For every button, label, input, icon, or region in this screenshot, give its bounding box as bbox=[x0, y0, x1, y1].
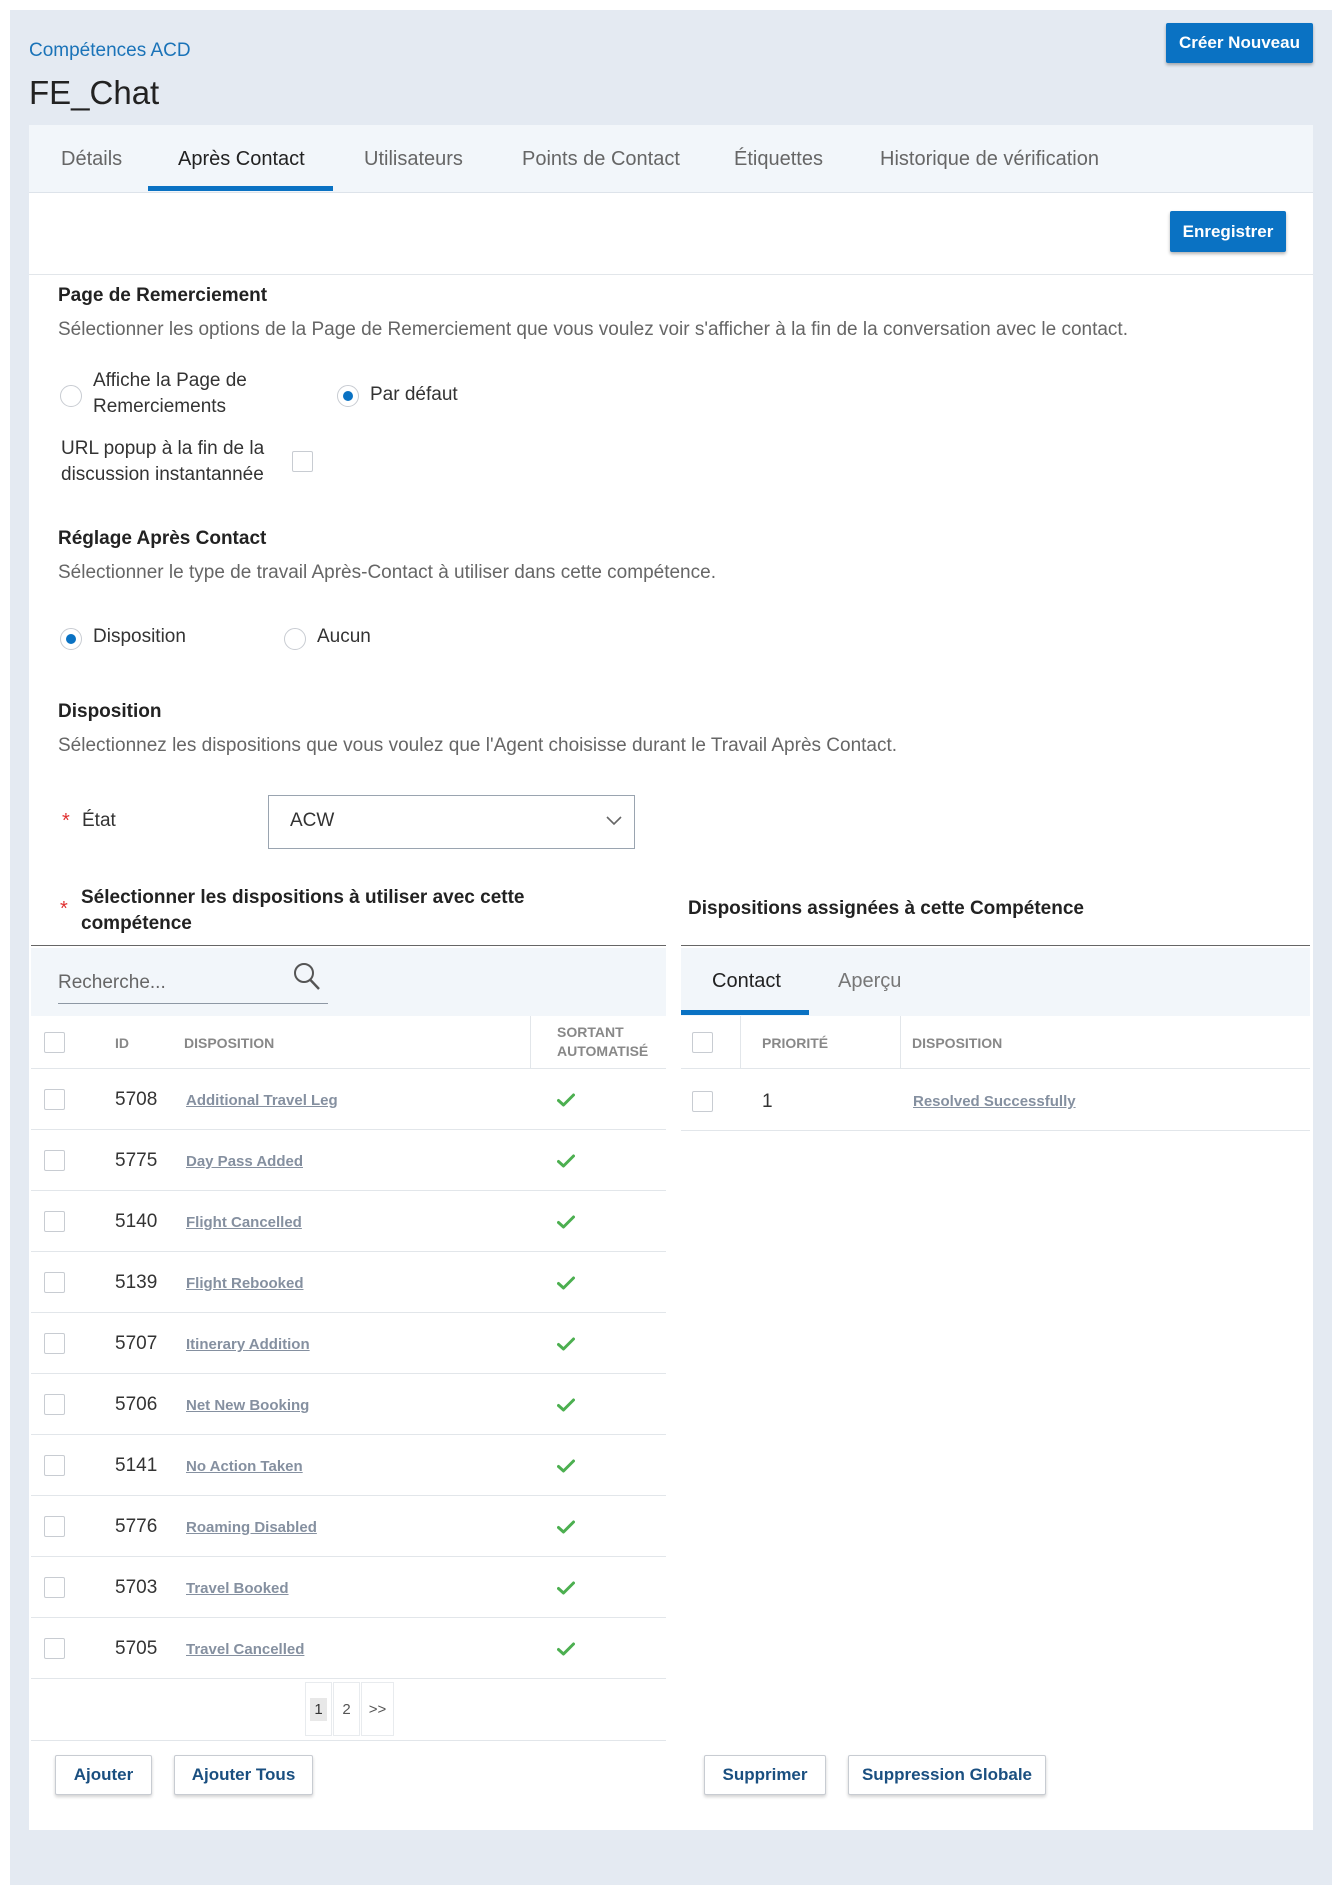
checkmark-icon bbox=[557, 1276, 575, 1290]
checkmark-icon bbox=[557, 1337, 575, 1351]
pagination-page-1[interactable]: 1 bbox=[305, 1682, 332, 1736]
tab-bar bbox=[29, 125, 1313, 193]
row-checkbox[interactable] bbox=[44, 1577, 65, 1598]
checkmark-icon bbox=[557, 1398, 575, 1412]
column-header-assigned-disposition[interactable]: DISPOSITION bbox=[912, 1035, 1003, 1051]
checkmark-icon bbox=[557, 1215, 575, 1229]
radio-default-label: Par défaut bbox=[370, 384, 458, 405]
add-button[interactable]: Ajouter bbox=[55, 1755, 152, 1795]
checkmark-icon bbox=[557, 1459, 575, 1473]
row-checkbox[interactable] bbox=[44, 1333, 65, 1354]
row-disposition-link[interactable]: Travel Booked bbox=[186, 1580, 289, 1597]
create-new-button[interactable]: Créer Nouveau bbox=[1166, 23, 1313, 63]
tab-after-contact[interactable]: Après Contact bbox=[178, 147, 305, 170]
row-divider bbox=[31, 1373, 666, 1374]
row-checkbox[interactable] bbox=[44, 1272, 65, 1293]
select-all-checkbox[interactable] bbox=[44, 1032, 65, 1053]
row-divider bbox=[31, 1434, 666, 1435]
state-select-value: ACW bbox=[290, 810, 335, 831]
url-popup-label: URL popup à la fin de la discussion instantannée bbox=[61, 438, 265, 485]
row-checkbox[interactable] bbox=[44, 1150, 65, 1171]
column-header-disposition[interactable]: DISPOSITION bbox=[184, 1035, 275, 1051]
assigned-row-priority: 1 bbox=[762, 1091, 773, 1112]
row-checkbox[interactable] bbox=[44, 1394, 65, 1415]
column-divider bbox=[900, 1016, 901, 1068]
row-divider bbox=[31, 1312, 666, 1313]
row-id: 5141 bbox=[115, 1455, 158, 1476]
row-checkbox[interactable] bbox=[44, 1211, 65, 1232]
assigned-row-disposition-link[interactable]: Resolved Successfully bbox=[913, 1093, 1076, 1110]
required-marker-dispositions: * bbox=[60, 898, 68, 920]
state-select[interactable] bbox=[268, 795, 635, 849]
active-tab-indicator bbox=[148, 186, 333, 191]
tab-tags[interactable]: Étiquettes bbox=[734, 147, 823, 170]
row-disposition-link[interactable]: Additional Travel Leg bbox=[186, 1092, 338, 1109]
row-id: 5140 bbox=[115, 1211, 158, 1232]
row-disposition-link[interactable]: No Action Taken bbox=[186, 1458, 303, 1475]
row-checkbox[interactable] bbox=[44, 1516, 65, 1537]
column-divider bbox=[740, 1016, 741, 1068]
divider bbox=[31, 1740, 666, 1741]
divider bbox=[681, 945, 1310, 946]
thank-you-heading: Page de Remerciement bbox=[58, 285, 268, 306]
divider bbox=[681, 1068, 1310, 1069]
column-header-priority[interactable]: PRIORITÉ bbox=[762, 1035, 829, 1051]
row-id: 5776 bbox=[115, 1516, 158, 1537]
disposition-heading: Disposition bbox=[58, 701, 162, 722]
radio-disposition[interactable] bbox=[60, 628, 82, 650]
row-divider bbox=[31, 1617, 666, 1618]
available-dispositions-heading: Sélectionner les dispositions à utiliser avec cette compétence bbox=[81, 887, 525, 934]
checkmark-icon bbox=[557, 1642, 575, 1656]
row-divider bbox=[31, 1190, 666, 1191]
radio-show-thank-you-label: Affiche la Page de Remerciements bbox=[93, 370, 247, 417]
disposition-description: Sélectionnez les dispositions que vous voulez que l'Agent choisisse durant le Travail Après Contact. bbox=[58, 735, 898, 756]
remove-button[interactable]: Supprimer bbox=[704, 1755, 826, 1795]
chevron-down-icon bbox=[604, 810, 624, 830]
state-label: État bbox=[82, 810, 116, 831]
row-divider bbox=[31, 1129, 666, 1130]
breadcrumb[interactable]: Compétences ACD bbox=[29, 40, 191, 61]
remove-all-button[interactable]: Suppression Globale bbox=[848, 1755, 1046, 1795]
radio-disposition-label: Disposition bbox=[93, 626, 186, 647]
radio-show-thank-you[interactable] bbox=[60, 385, 82, 407]
row-id: 5708 bbox=[115, 1089, 158, 1110]
checkmark-icon bbox=[557, 1154, 575, 1168]
row-divider bbox=[31, 1556, 666, 1557]
tab-contact[interactable]: Contact bbox=[712, 970, 781, 992]
acw-setting-description: Sélectionner le type de travail Après-Contact à utiliser dans cette compétence. bbox=[58, 562, 716, 583]
pagination-page-2[interactable]: 2 bbox=[333, 1682, 360, 1736]
tab-preview[interactable]: Aperçu bbox=[838, 970, 902, 992]
checkmark-icon bbox=[557, 1093, 575, 1107]
row-disposition-link[interactable]: Travel Cancelled bbox=[186, 1641, 305, 1658]
acw-setting-heading: Réglage Après Contact bbox=[58, 528, 267, 549]
assigned-select-all-checkbox[interactable] bbox=[692, 1032, 713, 1053]
thank-you-description: Sélectionner les options de la Page de Remerciement que vous voulez voir s'afficher à la fin de la conversation avec le contact. bbox=[58, 319, 1128, 340]
row-divider bbox=[31, 1678, 666, 1679]
save-button[interactable]: Enregistrer bbox=[1170, 211, 1286, 252]
row-disposition-link[interactable]: Flight Cancelled bbox=[186, 1214, 302, 1231]
tab-users[interactable]: Utilisateurs bbox=[364, 147, 463, 170]
tab-details[interactable]: Détails bbox=[61, 147, 123, 170]
row-disposition-link[interactable]: Flight Rebooked bbox=[186, 1275, 304, 1292]
row-id: 5775 bbox=[115, 1150, 158, 1171]
row-checkbox[interactable] bbox=[44, 1089, 65, 1110]
row-disposition-link[interactable]: Day Pass Added bbox=[186, 1153, 303, 1170]
search-icon[interactable] bbox=[293, 962, 321, 992]
row-id: 5139 bbox=[115, 1272, 158, 1293]
divider bbox=[681, 1130, 1310, 1131]
radio-none[interactable] bbox=[284, 628, 306, 650]
row-divider bbox=[31, 1495, 666, 1496]
row-id: 5707 bbox=[115, 1333, 158, 1354]
checkmark-icon bbox=[557, 1520, 575, 1534]
row-checkbox[interactable] bbox=[44, 1638, 65, 1659]
column-divider bbox=[530, 1016, 531, 1068]
url-popup-checkbox[interactable] bbox=[292, 451, 313, 472]
pagination-next[interactable]: >> bbox=[361, 1682, 394, 1736]
tab-audit-history[interactable]: Historique de vérification bbox=[880, 147, 1099, 170]
row-id: 5705 bbox=[115, 1638, 158, 1659]
row-id: 5706 bbox=[115, 1394, 158, 1415]
add-all-button[interactable]: Ajouter Tous bbox=[174, 1755, 313, 1795]
assigned-tab-indicator bbox=[681, 1010, 809, 1015]
search-input[interactable] bbox=[58, 962, 328, 1004]
row-disposition-link[interactable]: Net New Booking bbox=[186, 1397, 310, 1414]
radio-none-label: Aucun bbox=[317, 626, 371, 647]
row-id: 5703 bbox=[115, 1577, 158, 1598]
divider bbox=[31, 945, 666, 946]
column-header-auto-outbound[interactable]: SORTANT AUTOMATISÉ bbox=[557, 1024, 649, 1059]
row-disposition-link[interactable]: Roaming Disabled bbox=[186, 1519, 317, 1536]
page-title: FE_Chat bbox=[29, 74, 160, 111]
tab-contact-points[interactable]: Points de Contact bbox=[522, 147, 680, 170]
required-marker: * bbox=[62, 810, 70, 832]
row-disposition-link[interactable]: Itinerary Addition bbox=[186, 1336, 310, 1353]
assigned-row-checkbox[interactable] bbox=[692, 1091, 713, 1112]
column-header-id[interactable]: ID bbox=[115, 1035, 129, 1051]
assigned-dispositions-heading: Dispositions assignées à cette Compétence bbox=[688, 898, 1084, 919]
checkmark-icon bbox=[557, 1581, 575, 1595]
radio-default[interactable] bbox=[337, 385, 359, 407]
divider bbox=[31, 1068, 666, 1069]
row-checkbox[interactable] bbox=[44, 1455, 65, 1476]
divider bbox=[29, 274, 1313, 275]
row-divider bbox=[31, 1251, 666, 1252]
